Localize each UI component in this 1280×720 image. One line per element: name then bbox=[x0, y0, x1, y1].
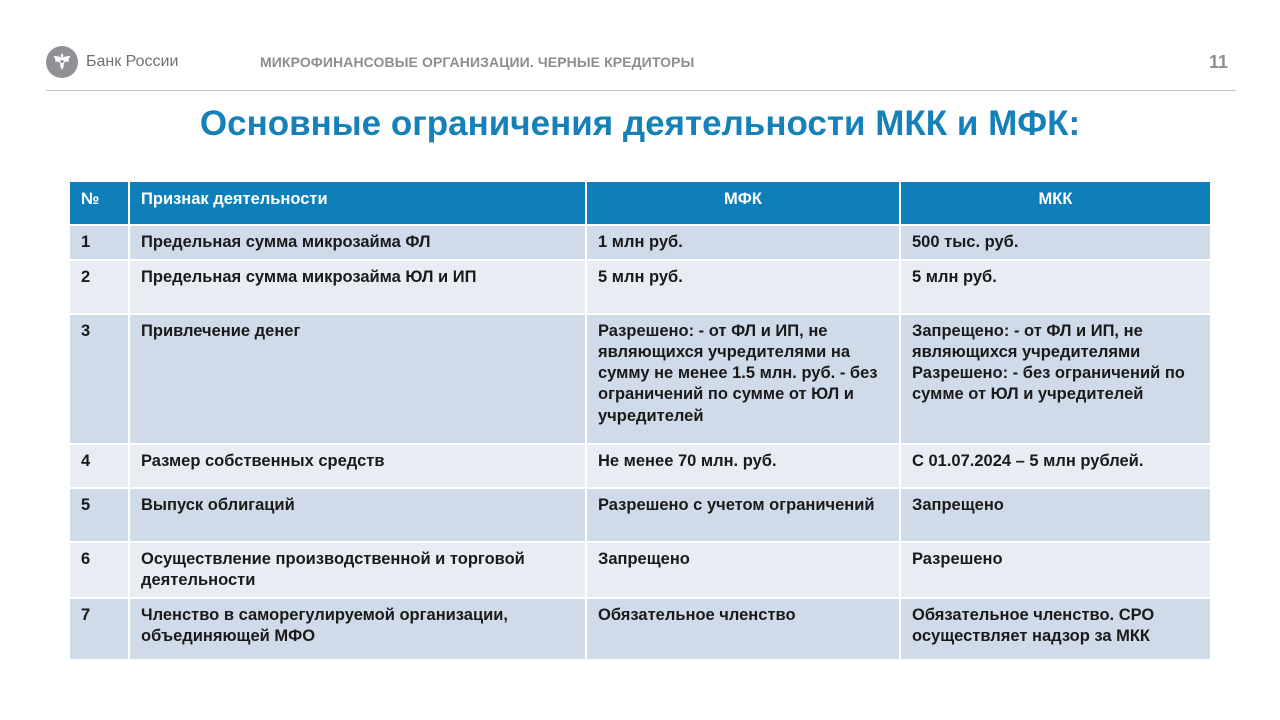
row-number: 1 bbox=[69, 225, 129, 260]
table-row bbox=[69, 542, 1211, 598]
table-header-row bbox=[69, 181, 1211, 225]
row-mfk-value: Не менее 70 млн. руб. bbox=[586, 444, 900, 488]
row-number: 5 bbox=[69, 488, 129, 542]
table-row bbox=[69, 225, 1211, 260]
column-header-feature: Признак деятельности bbox=[129, 181, 586, 225]
row-number: 2 bbox=[69, 260, 129, 314]
row-mfk-value: 5 млн руб. bbox=[586, 260, 900, 314]
column-header-mfk: МФК bbox=[586, 181, 900, 225]
row-number: 7 bbox=[69, 598, 129, 660]
table-row bbox=[69, 444, 1211, 488]
restrictions-table bbox=[68, 180, 1212, 661]
header-divider bbox=[46, 90, 1236, 91]
page-title: Основные ограничения деятельности МКК и МФК: bbox=[199, 104, 1081, 143]
row-number: 6 bbox=[69, 542, 129, 598]
row-number: 3 bbox=[69, 314, 129, 444]
row-mkk-value: Разрешено bbox=[900, 542, 1211, 598]
row-mfk-value: Запрещено bbox=[586, 542, 900, 598]
table-row bbox=[69, 598, 1211, 660]
row-feature: Членство в саморегулируемой организации, объединяющей МФО bbox=[129, 598, 586, 660]
eagle-emblem-icon bbox=[46, 46, 78, 78]
row-feature: Предельная сумма микрозайма ФЛ bbox=[129, 225, 586, 260]
table-row bbox=[69, 260, 1211, 314]
row-mfk-value: Разрешено: - от ФЛ и ИП, не являющихся учредителями на сумму не менее 1.5 млн. руб. - без ограничений по сумме от ЮЛ и учредителей bbox=[586, 314, 900, 444]
row-mfk-value: 1 млн руб. bbox=[586, 225, 900, 260]
logo-text: Банк России bbox=[86, 53, 179, 70]
row-mkk-value: Обязательное членство. СРО осуществляет надзор за МКК bbox=[900, 598, 1211, 660]
row-number: 4 bbox=[69, 444, 129, 488]
row-feature: Размер собственных средств bbox=[129, 444, 586, 488]
column-header-mkk: МКК bbox=[900, 181, 1211, 225]
row-mkk-value: 5 млн руб. bbox=[900, 260, 1211, 314]
row-feature: Предельная сумма микрозайма ЮЛ и ИП bbox=[129, 260, 586, 314]
page-number: 11 bbox=[1208, 52, 1228, 72]
row-mfk-value: Обязательное членство bbox=[586, 598, 900, 660]
row-mkk-value: 500 тыс. руб. bbox=[900, 225, 1211, 260]
row-feature: Осуществление производственной и торговой деятельности bbox=[129, 542, 586, 598]
row-mfk-value: Разрешено с учетом ограничений bbox=[586, 488, 900, 542]
row-feature: Привлечение денег bbox=[129, 314, 586, 444]
column-header-number: № bbox=[69, 181, 129, 225]
row-mkk-value: Запрещено bbox=[900, 488, 1211, 542]
table-row bbox=[69, 314, 1211, 444]
table-row bbox=[69, 488, 1211, 542]
row-mkk-value: С 01.07.2024 – 5 млн рублей. bbox=[900, 444, 1211, 488]
row-feature: Выпуск облигаций bbox=[129, 488, 586, 542]
bank-logo bbox=[46, 46, 178, 78]
section-title: МИКРОФИНАНСОВЫЕ ОРГАНИЗАЦИИ. ЧЕРНЫЕ КРЕДИТОРЫ bbox=[260, 54, 695, 70]
row-mkk-value: Запрещено: - от ФЛ и ИП, не являющихся учредителями Разрешено: - без ограничений по сумме от ЮЛ и учредителей bbox=[900, 314, 1211, 444]
